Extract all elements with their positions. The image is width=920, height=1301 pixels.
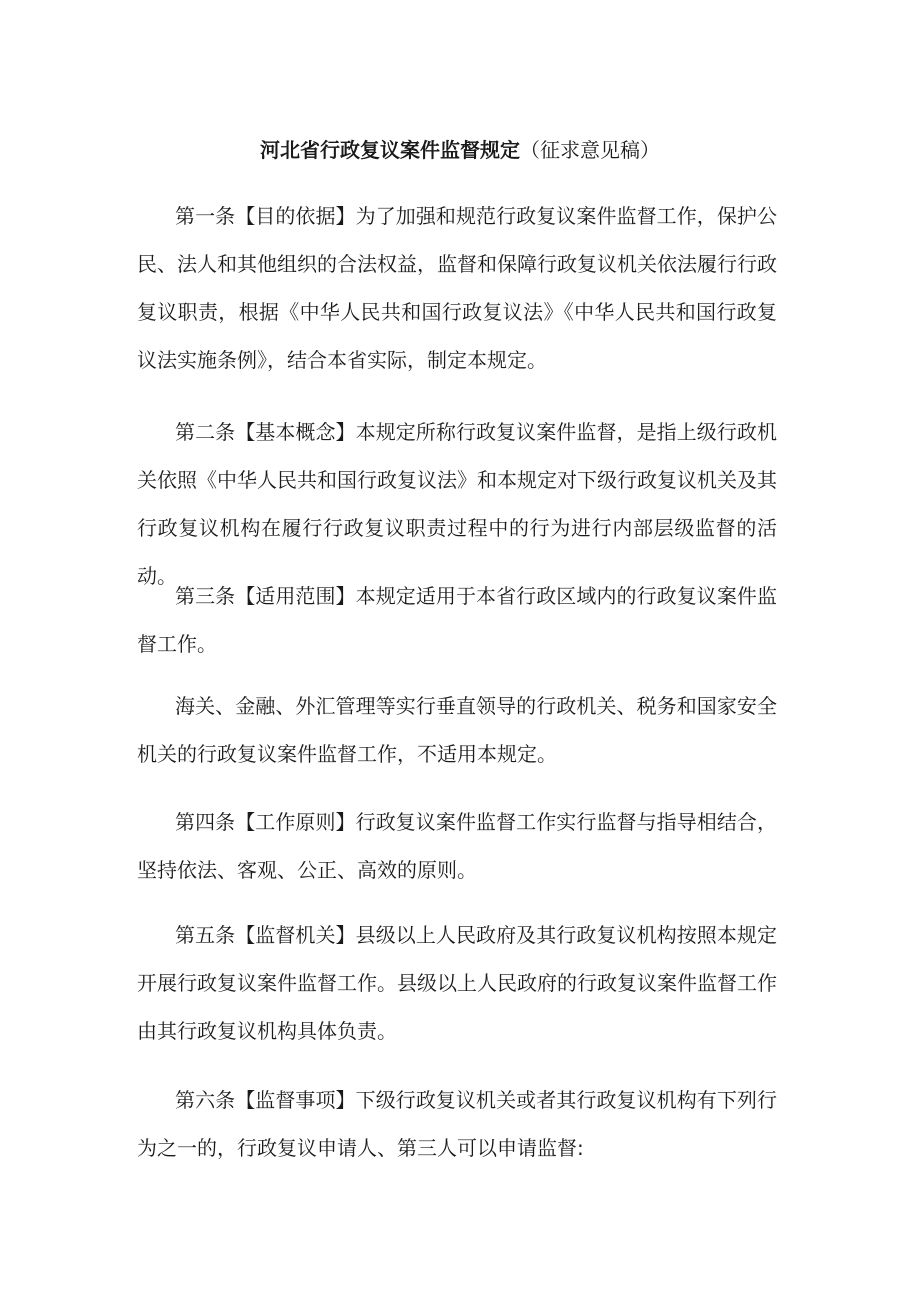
article-6-paragraph: 第六条【监督事项】下级行政复议机关或者其行政复议机构有下列行为之一的，行政复议申请人、第三人可以申请监督: xyxy=(137,1088,777,1160)
document-title xyxy=(0,136,920,164)
article-3-paragraph-2: 海关、金融、外汇管理等实行垂直领导的行政机关、税务和国家安全机关的行政复议案件监督工作，不适用本规定。 xyxy=(137,694,777,766)
article-1-paragraph: 第一条【目的依据】为了加强和规范行政复议案件监督工作，保护公民、法人和其他组织的合法权益，监督和保障行政复议机关依法履行行政复议职责，根据《中华人民共和国行政复议法》《中华人民共和国行政复议法实施条例》，结合本省实际，制定本规定。 xyxy=(137,204,777,372)
document-title-main: 河北省行政复议案件监督规定 xyxy=(260,138,520,162)
article-3-paragraph: 第三条【适用范围】本规定适用于本省行政区域内的行政复议案件监督工作。 xyxy=(137,584,777,656)
article-5-paragraph: 第五条【监督机关】县级以上人民政府及其行政复议机构按照本规定开展行政复议案件监督工作。县级以上人民政府的行政复议案件监督工作由其行政复议机构具体负责。 xyxy=(137,923,777,1043)
article-4-paragraph: 第四条【工作原则】行政复议案件监督工作实行监督与指导相结合，坚持依法、客观、公正、高效的原则。 xyxy=(137,810,777,882)
document-title-sub: （征求意见稿） xyxy=(520,138,660,162)
article-2-paragraph: 第二条【基本概念】本规定所称行政复议案件监督，是指上级行政机关依照《中华人民共和国行政复议法》和本规定对下级行政复议机关及其行政复议机构在履行行政复议职责过程中的行为进行内部层级监督的活动。 xyxy=(137,420,777,588)
